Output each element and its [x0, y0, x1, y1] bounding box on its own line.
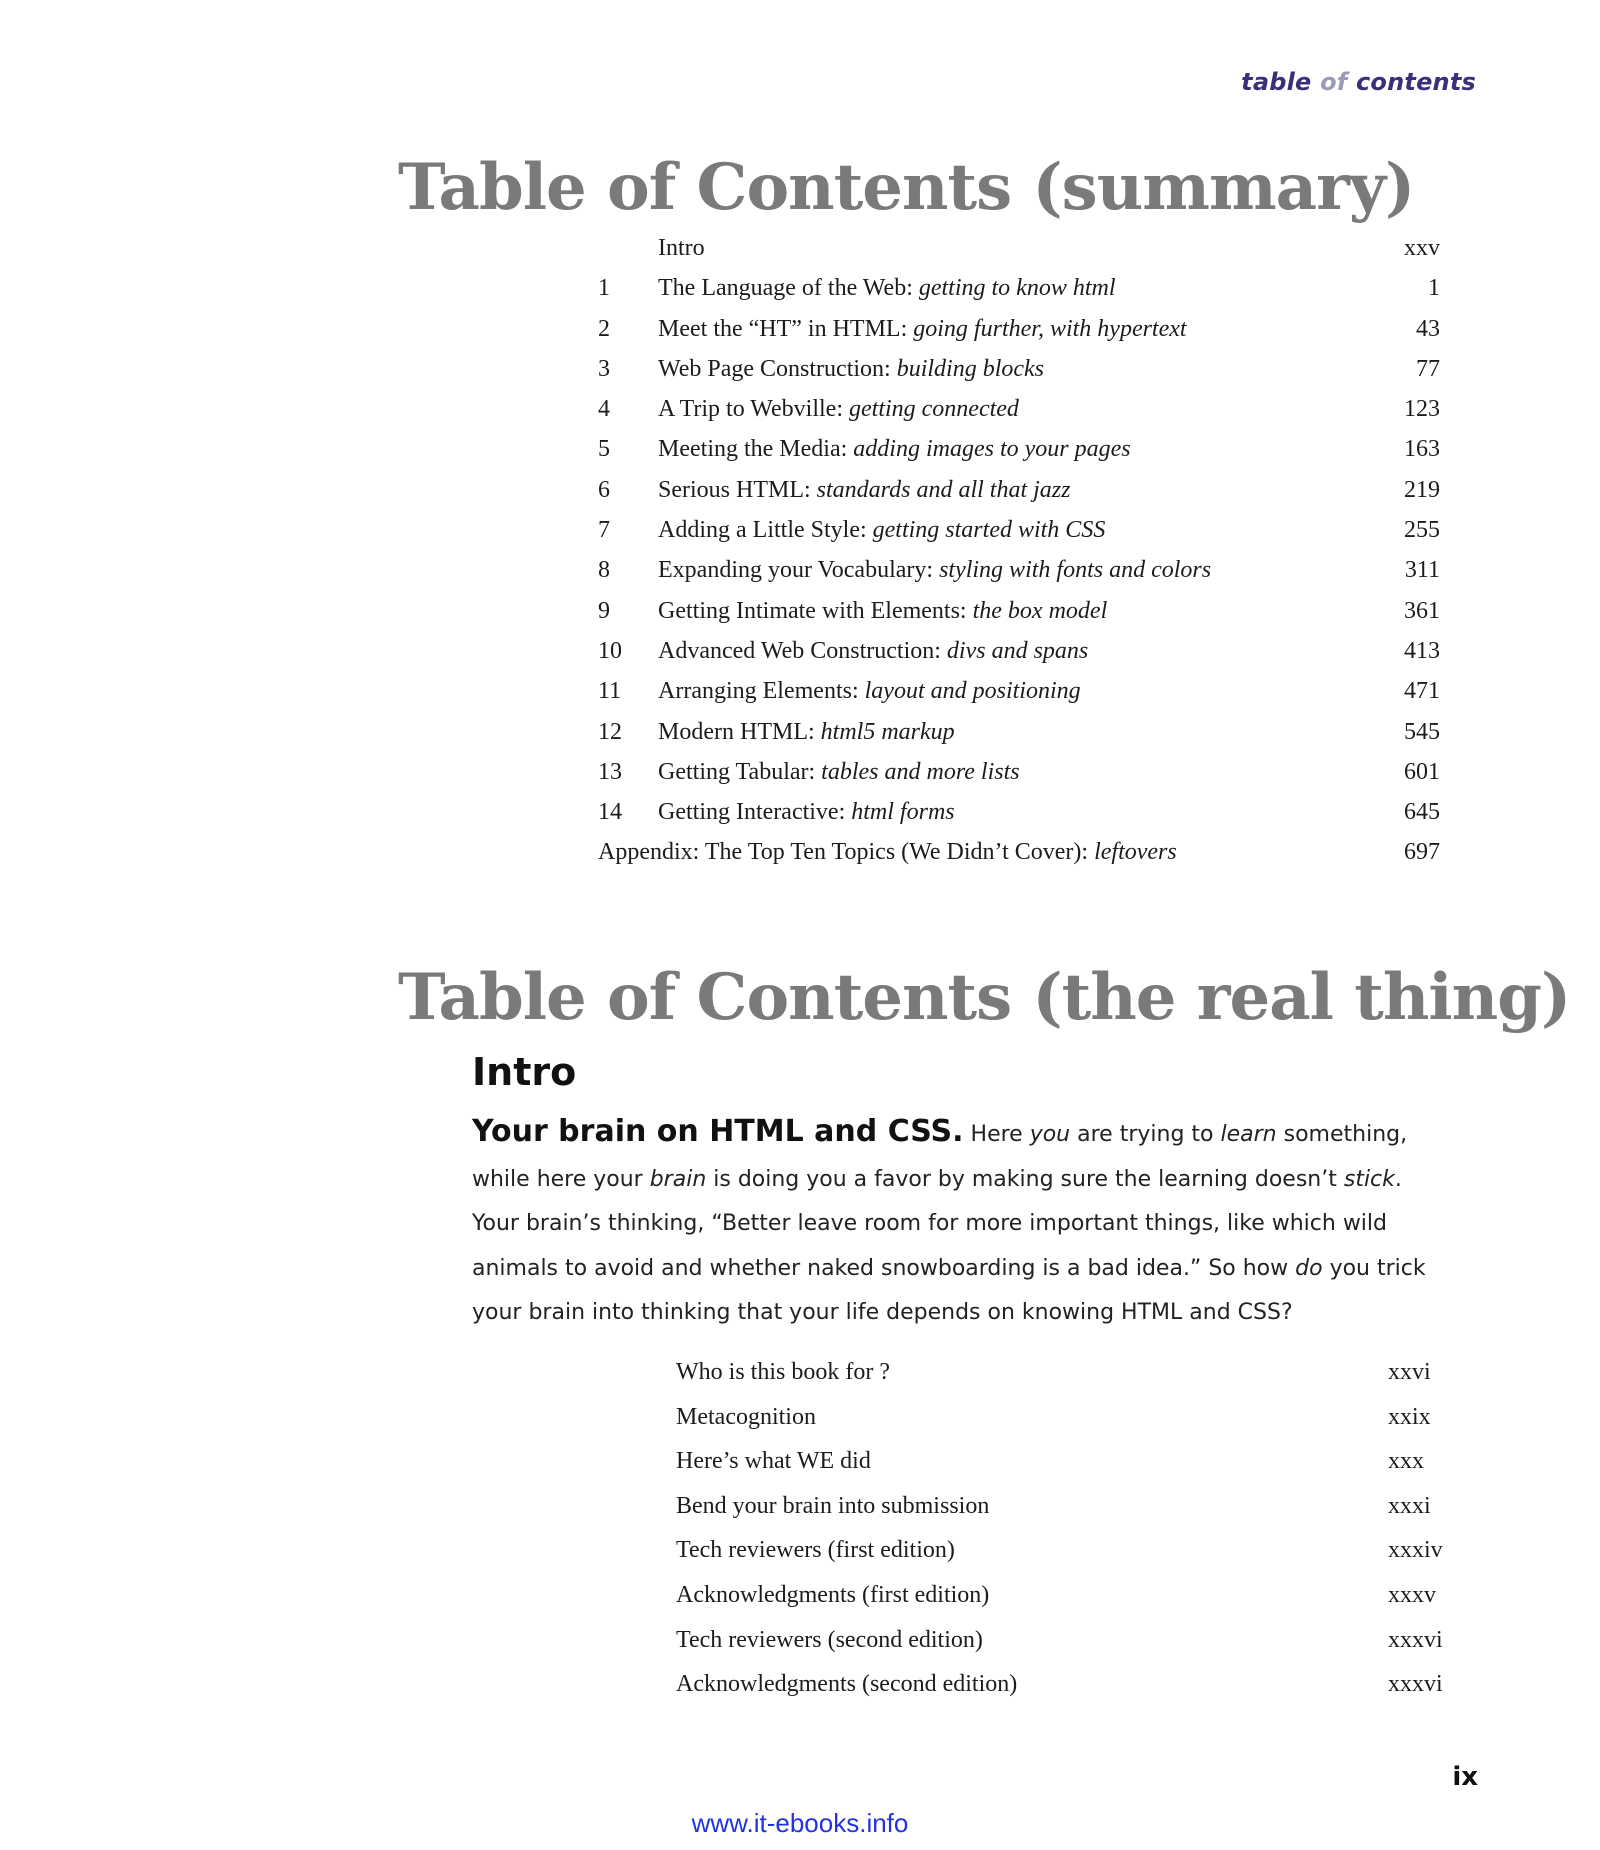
intro-toc-title: Metacognition: [676, 1403, 816, 1430]
toc-row-subtitle: leftovers: [1094, 839, 1177, 866]
intro-text: Here: [963, 1122, 1030, 1147]
toc-row-number: 1: [598, 275, 610, 302]
toc-row-page: 219: [1404, 476, 1440, 503]
intro-emphasis: do: [1295, 1255, 1323, 1281]
intro-text: are trying to: [1070, 1122, 1221, 1147]
toc-row-page: 1: [1428, 275, 1440, 302]
toc-row-title-text: Appendix: The Top Ten Topics (We Didn’t Cover):: [598, 839, 1095, 866]
toc-row-subtitle: building blocks: [896, 355, 1045, 382]
intro-text: is doing you a favor by making sure the learning doesn’t: [706, 1166, 1344, 1192]
intro-toc-page: xxxvi: [1388, 1626, 1443, 1653]
toc-row-number: 10: [598, 637, 622, 664]
running-head-of: of: [1320, 68, 1348, 96]
toc-row-title-text: The Language of the Web:: [658, 275, 919, 302]
toc-row-number: 5: [598, 436, 610, 463]
toc-row-page: 43: [1416, 315, 1440, 342]
toc-row-title-text: Meeting the Media:: [658, 436, 854, 463]
toc-row-title: [658, 470, 1071, 510]
intro-toc-title: Here’s what WE did: [676, 1448, 871, 1475]
intro-toc-row[interactable]: [676, 1528, 1446, 1573]
toc-row-page: 123: [1404, 396, 1440, 423]
intro-toc-page: xxvi: [1388, 1359, 1431, 1385]
toc-row-subtitle: html5 markup: [820, 718, 955, 745]
toc-row-subtitle: getting connected: [849, 396, 1019, 423]
toc-row-number: 14: [598, 799, 622, 826]
toc-row-title: [658, 268, 1116, 308]
toc-row-title: [658, 510, 1105, 550]
toc-row-chapter-9[interactable]: [598, 591, 1440, 631]
toc-row-number: 2: [598, 315, 610, 342]
toc-row-page: 311: [1404, 557, 1440, 584]
footer-link[interactable]: www.it-ebooks.info: [691, 1808, 909, 1838]
intro-toc-row[interactable]: [676, 1350, 1446, 1395]
toc-row-chapter-7[interactable]: [598, 510, 1440, 550]
toc-row-subtitle: divs and spans: [946, 637, 1089, 664]
intro-toc-row[interactable]: [676, 1618, 1446, 1663]
toc-row-title: [658, 752, 1020, 792]
summary-toc: [598, 228, 1440, 873]
toc-row-title: [598, 832, 1177, 872]
intro-toc-page: xxxvi: [1388, 1671, 1443, 1698]
intro-toc-title: Acknowledgments (first edition): [676, 1581, 990, 1608]
running-head-table: table: [1241, 68, 1321, 96]
toc-row-intro[interactable]: [598, 228, 1440, 268]
intro-paragraph: [472, 1110, 1452, 1336]
intro-emphasis: you: [1029, 1122, 1071, 1147]
toc-row-number: 4: [598, 396, 610, 423]
toc-row-chapter-10[interactable]: [598, 631, 1440, 671]
intro-emphasis: brain: [649, 1166, 707, 1192]
real-title: Table of Contents (the real thing): [398, 960, 1571, 1035]
running-head: [1241, 68, 1476, 96]
intro-toc: [676, 1350, 1446, 1707]
toc-row-title: [658, 309, 1187, 349]
toc-row-title-text: Arranging Elements:: [658, 678, 865, 705]
toc-row-subtitle: styling with fonts and colors: [939, 557, 1212, 584]
intro-toc-title: Acknowledgments (second edition): [676, 1671, 1018, 1698]
toc-row-title: [658, 671, 1081, 711]
toc-row-title: [658, 591, 1107, 631]
intro-toc-title: Who is this book for ?: [676, 1359, 890, 1385]
toc-row-page: 77: [1416, 355, 1440, 382]
toc-row-page: 645: [1404, 799, 1440, 826]
intro-lead: Your brain on HTML and CSS.: [472, 1114, 964, 1149]
toc-row-title: [658, 631, 1088, 671]
toc-row-number: 12: [598, 718, 622, 745]
intro-emphasis: stick: [1343, 1166, 1395, 1192]
toc-row-title-text: Intro: [658, 235, 705, 261]
toc-row-appendix[interactable]: [598, 832, 1440, 872]
intro-toc-row[interactable]: [676, 1573, 1446, 1618]
toc-row-title: [658, 429, 1131, 469]
toc-row-page: 545: [1404, 718, 1440, 745]
toc-row-number: 7: [598, 517, 610, 544]
intro-toc-page: xxx: [1388, 1448, 1424, 1475]
toc-row-chapter-6[interactable]: [598, 470, 1440, 510]
intro-text: something, while here your: [472, 1122, 1408, 1192]
summary-title: Table of Contents (summary): [398, 150, 1415, 225]
toc-row-subtitle: layout and positioning: [864, 678, 1081, 705]
toc-row-title: [658, 389, 1019, 429]
intro-toc-row[interactable]: [676, 1484, 1446, 1529]
toc-row-number: 3: [598, 355, 610, 382]
toc-row-page: 471: [1404, 678, 1440, 705]
toc-row-title-text: Getting Intimate with Elements:: [658, 597, 973, 624]
intro-toc-page: xxxi: [1388, 1492, 1431, 1519]
toc-row-page: 697: [1404, 839, 1440, 866]
toc-row-chapter-2[interactable]: [598, 309, 1440, 349]
toc-row-page: 255: [1404, 517, 1440, 544]
toc-row-chapter-4[interactable]: [598, 389, 1440, 429]
toc-row-title: [658, 349, 1044, 389]
page-number: ix: [1452, 1762, 1478, 1792]
intro-text: you trick your brain into thinking that your life depends on knowing HTML and CSS?: [472, 1255, 1426, 1325]
intro-toc-row[interactable]: [676, 1662, 1446, 1707]
toc-row-subtitle: adding images to your pages: [853, 436, 1131, 463]
toc-row-chapter-13[interactable]: [598, 752, 1440, 792]
toc-row-chapter-8[interactable]: [598, 550, 1440, 590]
toc-row-title: [658, 792, 955, 832]
toc-row-title-text: Modern HTML:: [658, 718, 821, 745]
toc-row-title-text: Adding a Little Style:: [658, 517, 873, 544]
toc-row-chapter-1[interactable]: [598, 268, 1440, 308]
intro-toc-page: xxix: [1388, 1403, 1431, 1430]
intro-toc-page: xxxiv: [1388, 1537, 1443, 1564]
running-head-contents: contents: [1347, 68, 1476, 96]
toc-row-chapter-14[interactable]: [598, 792, 1440, 832]
toc-row-chapter-5[interactable]: [598, 429, 1440, 469]
toc-row-subtitle: going further, with hypertext: [913, 315, 1187, 342]
toc-row-page: 413: [1404, 637, 1440, 664]
toc-row-title-text: Getting Tabular:: [658, 758, 822, 785]
intro-toc-row[interactable]: [676, 1395, 1446, 1440]
toc-row-number: 13: [598, 758, 622, 785]
intro-text: . Your brain’s thinking, “Better leave room for more important things, like which wild animals to avoid and whether naked snowboarding is a bad idea.” So how: [472, 1166, 1402, 1281]
toc-row-number: 6: [598, 476, 610, 503]
toc-row-subtitle: html forms: [851, 799, 955, 826]
toc-row-title-text: Meet the “HT” in HTML:: [658, 315, 914, 342]
toc-row-title: [658, 550, 1211, 590]
toc-row-chapter-12[interactable]: [598, 712, 1440, 752]
intro-toc-page: xxxv: [1388, 1581, 1436, 1608]
toc-row-subtitle: getting to know html: [918, 275, 1116, 302]
toc-row-subtitle: getting started with CSS: [872, 517, 1106, 544]
intro-toc-title: Tech reviewers (first edition): [676, 1537, 955, 1564]
intro-toc-row[interactable]: [676, 1439, 1446, 1484]
toc-row-title-text: Expanding your Vocabulary:: [658, 557, 940, 584]
toc-row-subtitle: tables and more lists: [821, 758, 1020, 785]
toc-row-page: xxv: [1404, 235, 1440, 261]
toc-row-title: [658, 228, 705, 268]
toc-row-title-text: Advanced Web Construction:: [658, 637, 947, 664]
toc-row-number: 9: [598, 597, 610, 624]
intro-toc-title: Bend your brain into submission: [676, 1492, 990, 1519]
intro-emphasis: learn: [1220, 1122, 1277, 1147]
toc-row-number: 8: [598, 557, 610, 584]
toc-row-title: [658, 712, 955, 752]
toc-row-subtitle: standards and all that jazz: [816, 476, 1071, 503]
toc-row-chapter-3[interactable]: [598, 349, 1440, 389]
toc-row-title-text: Serious HTML:: [658, 476, 817, 503]
toc-row-page: 361: [1404, 597, 1440, 624]
intro-toc-title: Tech reviewers (second edition): [676, 1626, 983, 1653]
toc-row-title-text: Getting Interactive:: [658, 799, 852, 826]
toc-row-subtitle: the box model: [972, 597, 1108, 624]
toc-row-chapter-11[interactable]: [598, 671, 1440, 711]
toc-row-page: 601: [1404, 758, 1440, 785]
intro-heading: Intro: [472, 1050, 577, 1094]
toc-row-page: 163: [1404, 436, 1440, 463]
toc-row-title-text: A Trip to Webville:: [658, 396, 849, 423]
toc-row-number: 11: [598, 678, 622, 705]
toc-row-title-text: Web Page Construction:: [658, 355, 897, 382]
